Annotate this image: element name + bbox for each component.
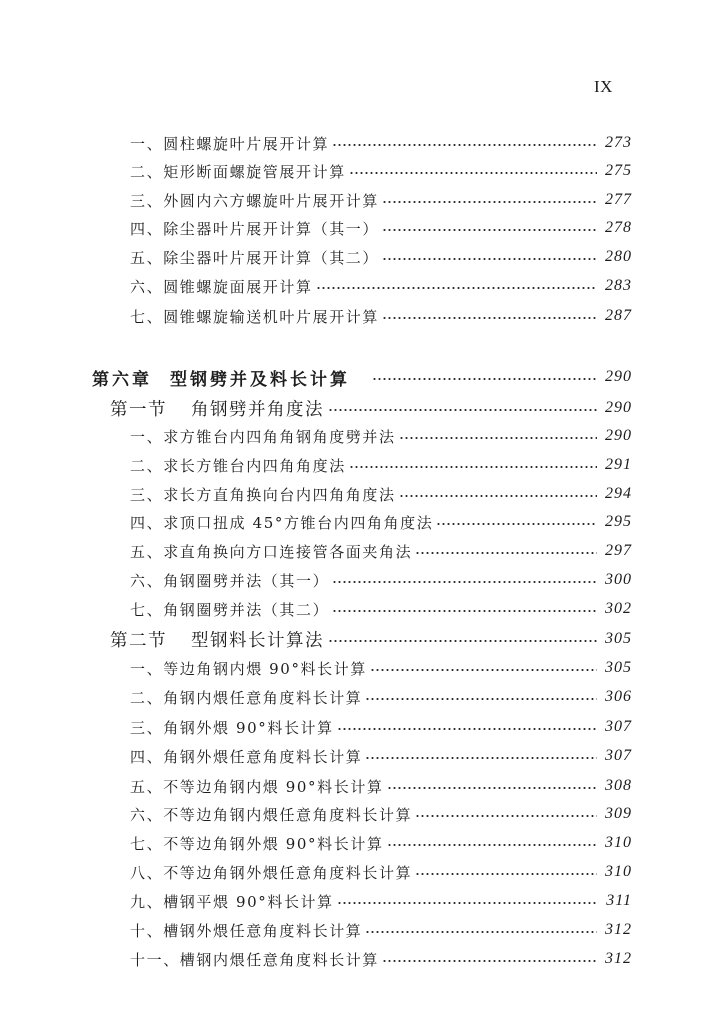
toc-entry-title: 四、角钢外煨任意角度料长计算 bbox=[130, 747, 363, 766]
dot-leader bbox=[337, 887, 598, 915]
toc-entry-title: 二、角钢内煨任意角度料长计算 bbox=[130, 688, 363, 707]
dot-leader bbox=[316, 272, 597, 300]
toc-entry-title: 二、矩形断面螺旋管展开计算 bbox=[130, 162, 346, 181]
section-heading-title bbox=[110, 396, 324, 421]
toc-entry-title: 三、求长方直角换向台内四角角度法 bbox=[130, 485, 396, 504]
dot-leader bbox=[365, 742, 597, 770]
toc-entry-page: 305 bbox=[605, 659, 632, 676]
dot-leader bbox=[415, 800, 597, 828]
dot-leader bbox=[382, 186, 597, 214]
toc-entry-page: 297 bbox=[605, 542, 632, 559]
toc-entry-title: 三、外圆内六方螺旋叶片展开计算 bbox=[130, 191, 380, 210]
toc-entry-page: 290 bbox=[605, 427, 632, 444]
toc-entry-page: 277 bbox=[605, 191, 632, 208]
section-number: 第一节 bbox=[110, 399, 167, 420]
toc-entry-page: 302 bbox=[605, 600, 632, 617]
section-heading bbox=[110, 394, 632, 422]
toc-entry-page: 273 bbox=[605, 134, 632, 151]
toc-entry-page: 312 bbox=[605, 921, 632, 938]
dot-leader bbox=[399, 422, 597, 450]
toc-entry-page: 294 bbox=[605, 485, 632, 502]
toc-entry-page: 309 bbox=[605, 805, 632, 822]
toc-entry-title: 五、除尘器叶片展开计算（其二） bbox=[130, 248, 380, 267]
toc-entry bbox=[130, 713, 632, 741]
section-heading bbox=[110, 625, 632, 653]
toc-entry bbox=[130, 243, 632, 271]
dot-leader bbox=[332, 129, 597, 157]
toc-entry-title: 四、求顶口扭成 45°方锥台内四角角度法 bbox=[130, 513, 434, 532]
toc-entry-page: 307 bbox=[605, 718, 632, 735]
toc-entry bbox=[130, 272, 632, 300]
toc-entry-title: 一、圆柱螺旋叶片展开计算 bbox=[130, 134, 330, 153]
toc-entry-title: 五、求直角换向方口连接管各面夹角法 bbox=[130, 542, 413, 561]
toc-entry-title: 七、圆锥螺旋输送机叶片展开计算 bbox=[130, 307, 380, 326]
toc-entry-title: 六、角钢圈劈并法（其一） bbox=[130, 571, 330, 590]
toc-entry bbox=[130, 422, 632, 450]
dot-leader bbox=[382, 945, 597, 973]
toc-entry-page: 311 bbox=[606, 892, 632, 909]
section-heading-title bbox=[110, 627, 324, 652]
section-title: 型钢料长计算法 bbox=[191, 630, 324, 651]
section-page: 290 bbox=[605, 399, 632, 416]
toc-entry-title: 五、不等边角钢内煨 90°料长计算 bbox=[130, 777, 384, 796]
chapter-title: 型钢劈并及料长计算 bbox=[170, 369, 350, 390]
toc-entry-title: 三、角钢外煨 90°料长计算 bbox=[130, 718, 334, 737]
toc-entry bbox=[130, 302, 632, 330]
page-number: IX bbox=[594, 77, 613, 96]
section-number: 第二节 bbox=[110, 630, 167, 651]
toc-entry-title: 九、槽钢平煨 90°料长计算 bbox=[130, 892, 334, 911]
chapter-heading-title bbox=[92, 365, 350, 390]
dot-leader bbox=[372, 363, 597, 391]
toc-entry bbox=[130, 887, 632, 915]
dot-leader bbox=[415, 858, 597, 886]
toc-entry-title: 六、不等边角钢内煨任意角度料长计算 bbox=[130, 805, 413, 824]
dot-leader bbox=[349, 157, 597, 185]
toc-entry-page: 310 bbox=[605, 863, 632, 880]
toc-entry bbox=[130, 480, 632, 508]
toc-entry-page: 312 bbox=[605, 950, 632, 967]
toc-entry-title: 八、不等边角钢外煨任意角度料长计算 bbox=[130, 863, 413, 882]
dot-leader bbox=[370, 654, 597, 682]
dot-leader bbox=[387, 829, 597, 857]
dot-leader bbox=[332, 566, 597, 594]
toc-entry-title: 七、角钢圈劈并法（其二） bbox=[130, 600, 330, 619]
toc-entry-title: 七、不等边角钢外煨 90°料长计算 bbox=[130, 834, 384, 853]
dot-leader bbox=[382, 243, 597, 271]
toc-entry bbox=[130, 537, 632, 565]
section-title: 角钢劈并角度法 bbox=[191, 399, 324, 420]
toc-entry bbox=[130, 742, 632, 770]
dot-leader bbox=[382, 302, 597, 330]
toc-entry bbox=[130, 566, 632, 594]
toc-entry bbox=[130, 508, 632, 536]
toc-entry-title: 六、圆锥螺旋面展开计算 bbox=[130, 277, 313, 296]
toc-entry bbox=[130, 129, 632, 157]
dot-leader bbox=[382, 214, 597, 242]
toc-entry bbox=[130, 683, 632, 711]
toc-entry-title: 十、槽钢外煨任意角度料长计算 bbox=[130, 921, 363, 940]
section-page: 305 bbox=[605, 630, 632, 647]
toc-entry-title: 一、等边角钢内煨 90°料长计算 bbox=[130, 659, 367, 678]
chapter-number: 第六章 bbox=[92, 369, 152, 390]
dot-leader bbox=[349, 451, 597, 479]
toc-entry-page: 278 bbox=[605, 219, 632, 236]
toc-entry-page: 295 bbox=[605, 513, 632, 530]
toc-entry bbox=[130, 214, 632, 242]
toc-entry bbox=[130, 451, 632, 479]
toc-entry bbox=[130, 772, 632, 800]
toc-entry-title: 一、求方锥台内四角角钢角度劈并法 bbox=[130, 427, 396, 446]
dot-leader bbox=[332, 595, 597, 623]
toc-entry-title: 十一、槽钢内煨任意角度料长计算 bbox=[130, 950, 380, 969]
toc-entry-page: 275 bbox=[605, 162, 632, 179]
dot-leader bbox=[387, 772, 597, 800]
toc-entry bbox=[130, 654, 632, 682]
toc-entry-page: 283 bbox=[605, 277, 632, 294]
dot-leader bbox=[399, 480, 597, 508]
dot-leader bbox=[365, 683, 597, 711]
toc-entry bbox=[130, 800, 632, 828]
toc-entry-page: 308 bbox=[605, 777, 632, 794]
toc-entry-title: 二、求长方锥台内四角角度法 bbox=[130, 456, 346, 475]
toc-entry-page: 307 bbox=[605, 747, 632, 764]
toc-entry-page: 280 bbox=[605, 248, 632, 265]
toc-entry bbox=[130, 829, 632, 857]
dot-leader bbox=[328, 394, 597, 422]
toc-entry bbox=[130, 858, 632, 886]
toc-entry-page: 287 bbox=[605, 307, 632, 324]
toc-entry-page: 300 bbox=[605, 571, 632, 588]
dot-leader bbox=[436, 508, 597, 536]
dot-leader bbox=[415, 537, 597, 565]
dot-leader bbox=[328, 625, 597, 653]
toc-entry-page: 310 bbox=[605, 834, 632, 851]
toc-entry-title: 四、除尘器叶片展开计算（其一） bbox=[130, 219, 380, 238]
toc-entry bbox=[130, 595, 632, 623]
dot-leader bbox=[337, 713, 597, 741]
toc-entry bbox=[130, 157, 632, 185]
toc-entry-page: 291 bbox=[605, 456, 632, 473]
chapter-page: 290 bbox=[605, 368, 632, 385]
toc-entry bbox=[130, 186, 632, 214]
toc-entry bbox=[130, 945, 632, 973]
toc-entry-page: 306 bbox=[605, 688, 632, 705]
dot-leader bbox=[365, 916, 597, 944]
toc-entry bbox=[130, 916, 632, 944]
chapter-heading bbox=[92, 363, 632, 391]
